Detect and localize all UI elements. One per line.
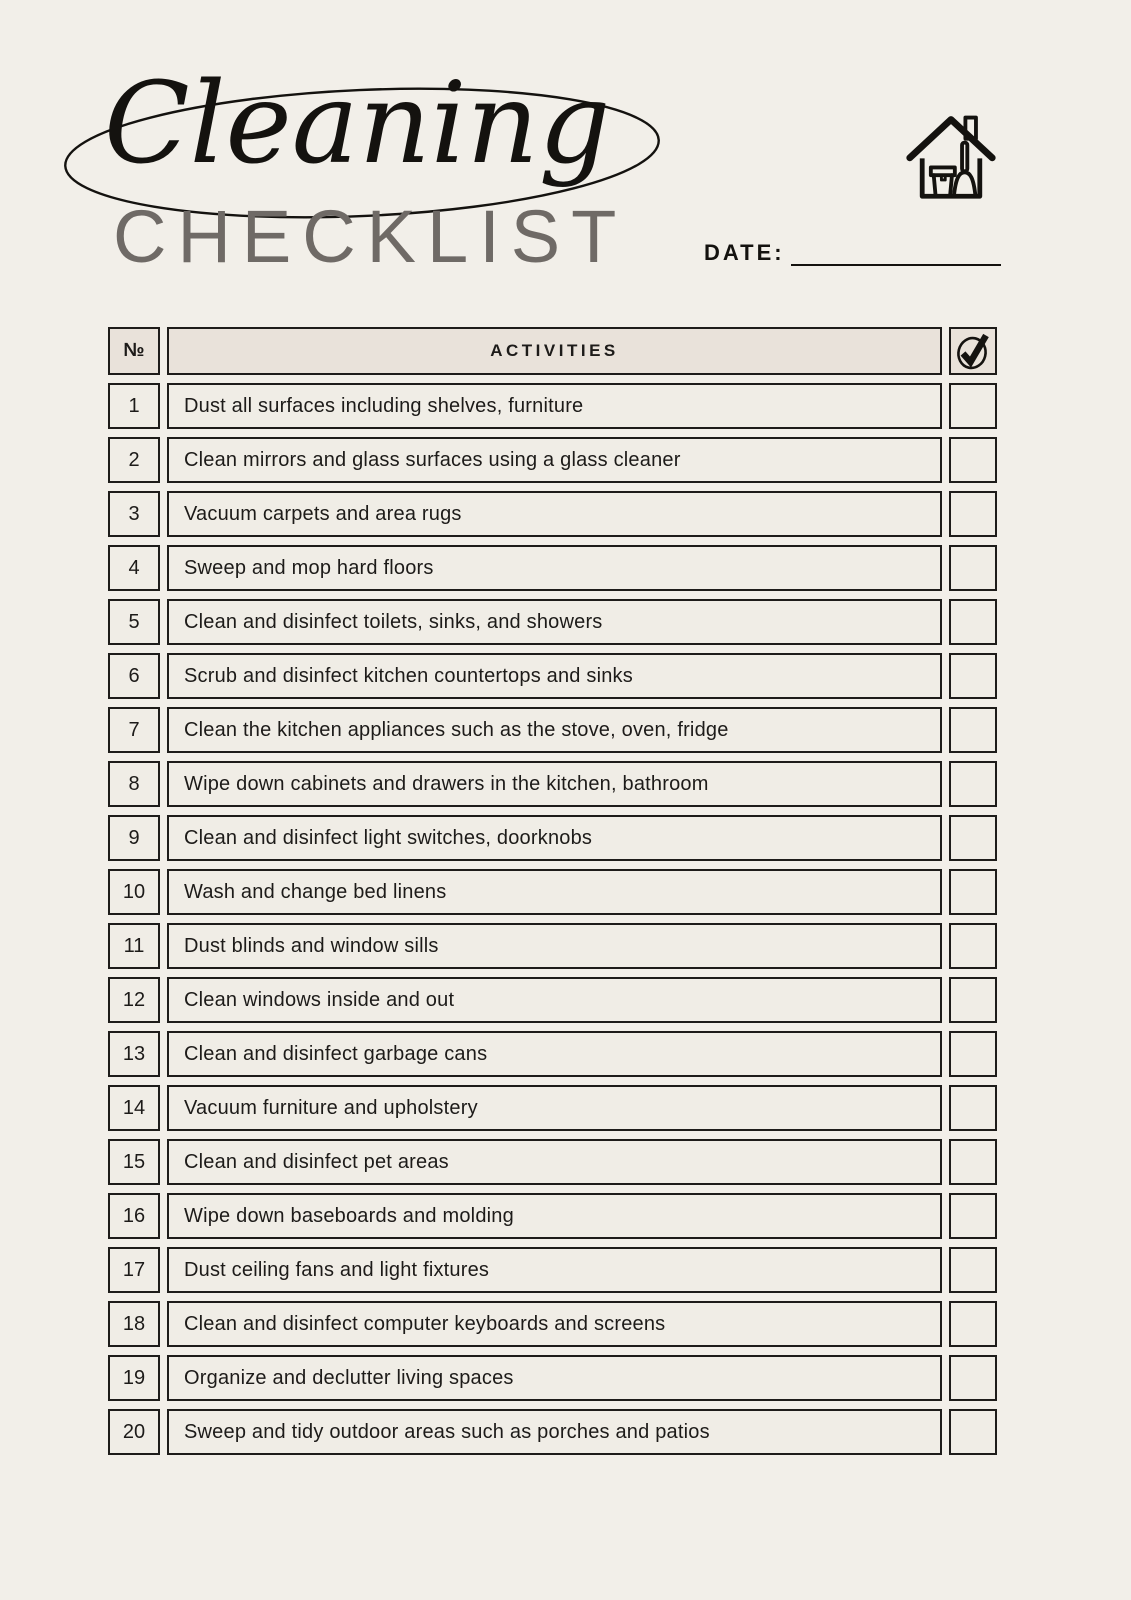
activity-text: Scrub and disinfect kitchen countertops and sinks <box>167 653 942 699</box>
checkbox[interactable] <box>949 599 997 645</box>
activity-text: Vacuum carpets and area rugs <box>167 491 942 537</box>
activity-text: Clean and disinfect light switches, doorknobs <box>167 815 942 861</box>
checkbox[interactable] <box>949 869 997 915</box>
row-number: 5 <box>108 599 160 645</box>
page-title-script: Cleaning <box>104 59 611 189</box>
activity-text: Clean mirrors and glass surfaces using a glass cleaner <box>167 437 942 483</box>
checklist-body <box>108 383 997 1455</box>
table-row <box>108 1301 997 1347</box>
checkbox[interactable] <box>949 1031 997 1077</box>
activity-text: Clean and disinfect toilets, sinks, and showers <box>167 599 942 645</box>
activity-text: Sweep and tidy outdoor areas such as porches and patios <box>167 1409 942 1455</box>
checkbox[interactable] <box>949 815 997 861</box>
row-number: 9 <box>108 815 160 861</box>
activity-text: Sweep and mop hard floors <box>167 545 942 591</box>
table-row <box>108 1409 997 1455</box>
checkbox[interactable] <box>949 1355 997 1401</box>
row-number: 8 <box>108 761 160 807</box>
table-header-row <box>108 327 997 375</box>
header-activities: ACTIVITIES <box>167 327 942 375</box>
activity-text: Wipe down baseboards and molding <box>167 1193 942 1239</box>
table-row <box>108 491 997 537</box>
checkbox[interactable] <box>949 545 997 591</box>
activity-text: Wipe down cabinets and drawers in the kitchen, bathroom <box>167 761 942 807</box>
table-row <box>108 1139 997 1185</box>
row-number: 19 <box>108 1355 160 1401</box>
activity-text: Vacuum furniture and upholstery <box>167 1085 942 1131</box>
table-row <box>108 761 997 807</box>
house-cleaning-icon <box>903 106 999 204</box>
row-number: 3 <box>108 491 160 537</box>
table-row <box>108 437 997 483</box>
circled-checkmark-icon <box>955 332 991 370</box>
checkbox[interactable] <box>949 1409 997 1455</box>
header-check-cell <box>949 327 997 375</box>
checkbox[interactable] <box>949 1139 997 1185</box>
row-number: 15 <box>108 1139 160 1185</box>
activity-text: Dust all surfaces including shelves, furniture <box>167 383 942 429</box>
row-number: 13 <box>108 1031 160 1077</box>
row-number: 2 <box>108 437 160 483</box>
activity-text: Clean and disinfect garbage cans <box>167 1031 942 1077</box>
table-row <box>108 977 997 1023</box>
checkbox[interactable] <box>949 437 997 483</box>
activity-text: Dust blinds and window sills <box>167 923 942 969</box>
row-number: 7 <box>108 707 160 753</box>
row-number: 11 <box>108 923 160 969</box>
checkbox[interactable] <box>949 383 997 429</box>
activity-text: Clean the kitchen appliances such as the stove, oven, fridge <box>167 707 942 753</box>
table-row <box>108 815 997 861</box>
table-row <box>108 1193 997 1239</box>
activity-text: Clean and disinfect computer keyboards and screens <box>167 1301 942 1347</box>
page-title-checklist: CHECKLIST <box>113 195 628 278</box>
date-label: DATE: <box>704 240 785 265</box>
table-row <box>108 869 997 915</box>
checkbox[interactable] <box>949 761 997 807</box>
table-row <box>108 707 997 753</box>
header-number: № <box>108 327 160 375</box>
row-number: 4 <box>108 545 160 591</box>
row-number: 17 <box>108 1247 160 1293</box>
date-fill-line[interactable] <box>791 240 1001 266</box>
row-number: 1 <box>108 383 160 429</box>
row-number: 14 <box>108 1085 160 1131</box>
table-row <box>108 545 997 591</box>
activity-text: Clean and disinfect pet areas <box>167 1139 942 1185</box>
table-row <box>108 599 997 645</box>
checkbox[interactable] <box>949 653 997 699</box>
checkbox[interactable] <box>949 707 997 753</box>
activity-text: Dust ceiling fans and light fixtures <box>167 1247 942 1293</box>
date-row <box>704 240 1001 266</box>
table-row <box>108 653 997 699</box>
activity-text: Clean windows inside and out <box>167 977 942 1023</box>
row-number: 16 <box>108 1193 160 1239</box>
activity-text: Wash and change bed linens <box>167 869 942 915</box>
row-number: 6 <box>108 653 160 699</box>
checkbox[interactable] <box>949 1085 997 1131</box>
checkbox[interactable] <box>949 1193 997 1239</box>
table-row <box>108 1247 997 1293</box>
table-row <box>108 923 997 969</box>
row-number: 10 <box>108 869 160 915</box>
table-row <box>108 1355 997 1401</box>
row-number: 12 <box>108 977 160 1023</box>
table-row <box>108 1085 997 1131</box>
checkbox[interactable] <box>949 923 997 969</box>
row-number: 18 <box>108 1301 160 1347</box>
checklist-table <box>108 327 997 1463</box>
row-number: 20 <box>108 1409 160 1455</box>
checkbox[interactable] <box>949 491 997 537</box>
table-row <box>108 1031 997 1077</box>
checkbox[interactable] <box>949 977 997 1023</box>
activity-text: Organize and declutter living spaces <box>167 1355 942 1401</box>
checkbox[interactable] <box>949 1301 997 1347</box>
checkbox[interactable] <box>949 1247 997 1293</box>
table-row <box>108 383 997 429</box>
